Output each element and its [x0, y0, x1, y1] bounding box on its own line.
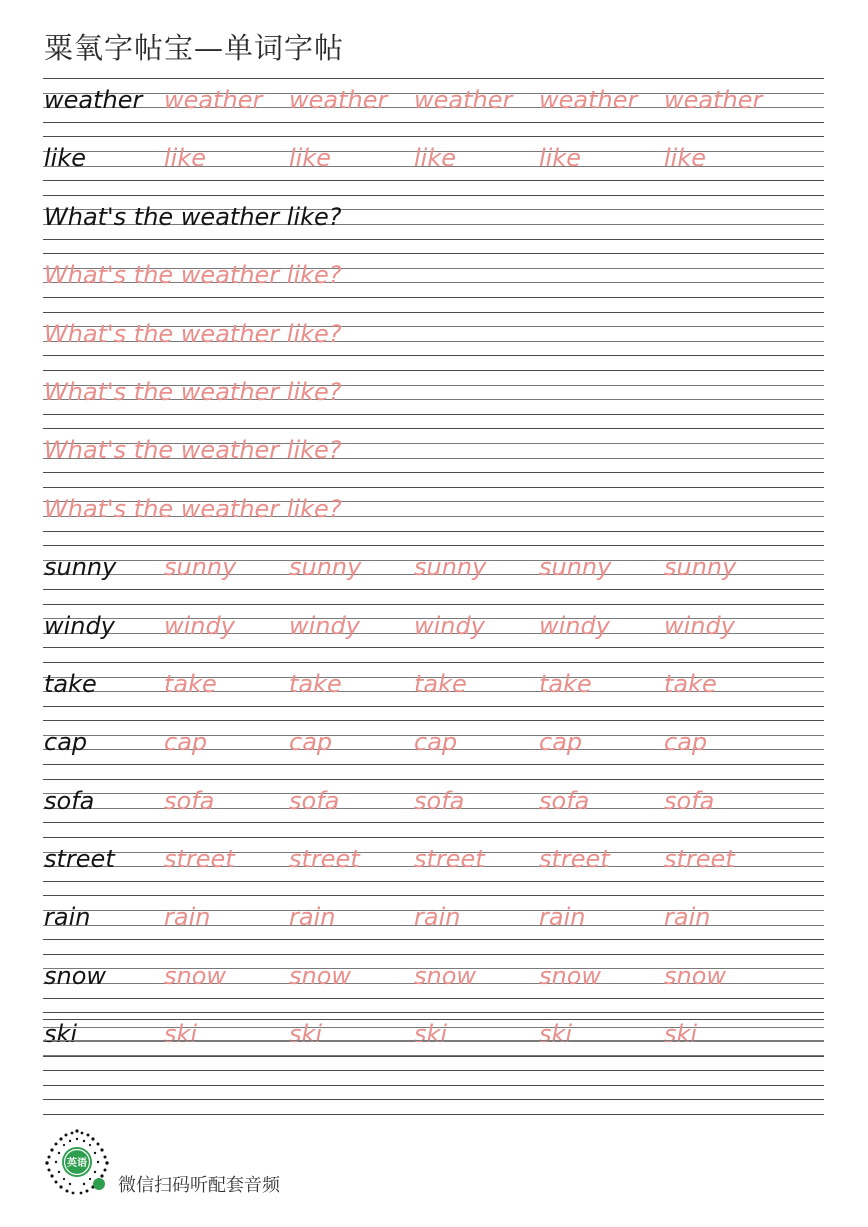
trace-word: sunny [164, 553, 237, 582]
rule-line [43, 706, 824, 707]
trace-word: take [539, 669, 592, 698]
trace-word: sofa [289, 786, 340, 815]
footer [42, 1127, 342, 1197]
model-word: windy [44, 611, 115, 640]
trace-sentence: What's the weather like? [44, 261, 342, 290]
rule-line [43, 881, 824, 882]
rule-line [43, 604, 824, 605]
practice-row [43, 662, 824, 720]
rule-line [43, 779, 824, 780]
handwriting-rows [43, 78, 824, 1071]
rule-line [43, 370, 824, 371]
trace-word: rain [539, 903, 586, 932]
trace-word: ski [664, 1020, 698, 1049]
page-title: 粟氧字帖宝—单词字帖 [44, 31, 345, 65]
practice-row [43, 312, 824, 370]
trace-word: sunny [289, 553, 362, 582]
trace-word: street [414, 845, 485, 874]
trace-word: rain [664, 903, 711, 932]
trace-word: snow [414, 961, 477, 990]
practice-row [43, 1012, 824, 1070]
rule-line [43, 1012, 824, 1013]
rule-line [43, 428, 824, 429]
rule-line [43, 545, 824, 546]
trace-word: snow [664, 961, 727, 990]
rule-line [43, 647, 824, 648]
practice-row [43, 253, 824, 311]
trace-word: cap [289, 728, 333, 757]
model-word: ski [44, 1020, 78, 1049]
rule-line [43, 355, 824, 356]
practice-row [43, 78, 824, 136]
rule-line [43, 180, 824, 181]
rule-line [43, 136, 824, 137]
model-word: sunny [44, 553, 117, 582]
trace-word: weather [539, 86, 638, 114]
rule-line [43, 837, 824, 838]
practice-row [43, 779, 824, 837]
trace-word: windy [164, 611, 235, 640]
rule-line [43, 764, 824, 765]
rule-line [43, 297, 824, 298]
rule-line [43, 253, 824, 254]
rule-line [43, 895, 824, 896]
model-word: snow [44, 961, 107, 990]
model-word: take [44, 669, 97, 698]
model-word: weather [44, 86, 143, 114]
trace-word: snow [539, 961, 602, 990]
trace-sentence: What's the weather like? [44, 436, 342, 465]
practice-row [43, 720, 824, 778]
model-word: What's the weather like? [44, 202, 342, 231]
rule-line [43, 531, 824, 532]
trace-sentence: What's the weather like? [44, 377, 342, 406]
rule-line [43, 998, 824, 999]
practice-row [43, 487, 824, 545]
trace-word: cap [539, 728, 583, 757]
practice-row [43, 370, 824, 428]
practice-row [43, 954, 824, 1012]
trace-word: sunny [414, 553, 487, 582]
trace-sentence: What's the weather like? [44, 494, 342, 523]
trace-sentence: What's the weather like? [44, 319, 342, 348]
trace-word: windy [414, 611, 485, 640]
rule-line [43, 589, 824, 590]
trace-word: weather [414, 86, 513, 114]
trace-word: rain [164, 903, 211, 932]
trace-word: ski [289, 1020, 323, 1049]
trace-word: take [664, 669, 717, 698]
rule-line [43, 487, 824, 488]
trace-word: like [289, 144, 331, 173]
trace-word: street [164, 845, 235, 874]
trace-word: sunny [539, 553, 612, 582]
trace-word: windy [664, 611, 735, 640]
trace-word: take [414, 669, 467, 698]
model-word: street [44, 845, 115, 874]
trace-word: take [289, 669, 342, 698]
model-word: rain [44, 903, 91, 932]
trace-word: cap [664, 728, 708, 757]
model-word: sofa [44, 786, 95, 815]
practice-row [43, 604, 824, 662]
practice-row [43, 428, 824, 486]
rule-line [43, 720, 824, 721]
trace-word: sofa [414, 786, 465, 815]
trace-word: weather [164, 86, 263, 114]
trace-word: cap [164, 728, 208, 757]
trace-word: rain [414, 903, 461, 932]
trace-word: street [539, 845, 610, 874]
rule-line [43, 122, 824, 123]
model-word: cap [44, 728, 88, 757]
trace-word: like [664, 144, 706, 173]
rule-line [43, 239, 824, 240]
trace-word: like [539, 144, 581, 173]
rule-line [43, 414, 824, 415]
trace-word: like [414, 144, 456, 173]
trace-word: cap [414, 728, 458, 757]
practice-row [43, 136, 824, 194]
practice-row [43, 895, 824, 953]
trace-word: sunny [664, 553, 737, 582]
model-word: like [44, 144, 86, 173]
qr-badge-label: 英语 [67, 1158, 87, 1169]
trace-word: windy [289, 611, 360, 640]
rule-line [43, 472, 824, 473]
trace-word: rain [289, 903, 336, 932]
rule-line [43, 662, 824, 663]
trace-word: take [164, 669, 217, 698]
trace-word: windy [539, 611, 610, 640]
rule-line [43, 1056, 824, 1057]
rule-line [43, 195, 824, 196]
rule-line [43, 78, 824, 79]
trace-word: ski [539, 1020, 573, 1049]
practice-row [43, 837, 824, 895]
trace-word: street [289, 845, 360, 874]
rule-line [43, 312, 824, 313]
rule-line [43, 822, 824, 823]
trace-word: weather [664, 86, 763, 114]
trace-word: street [664, 845, 735, 874]
trace-word: weather [289, 86, 388, 114]
trace-word: sofa [539, 786, 590, 815]
trace-word: snow [289, 961, 352, 990]
trace-word: sofa [164, 786, 215, 815]
practice-row [43, 195, 824, 253]
trace-word: snow [164, 961, 227, 990]
trace-word: ski [164, 1020, 198, 1049]
scan-caption: 微信扫码听配套音频 [118, 1175, 280, 1196]
rule-line [43, 954, 824, 955]
trace-word: sofa [664, 786, 715, 815]
rule-line [43, 939, 824, 940]
trace-word: ski [414, 1020, 448, 1049]
practice-row [43, 545, 824, 603]
trace-word: like [164, 144, 206, 173]
